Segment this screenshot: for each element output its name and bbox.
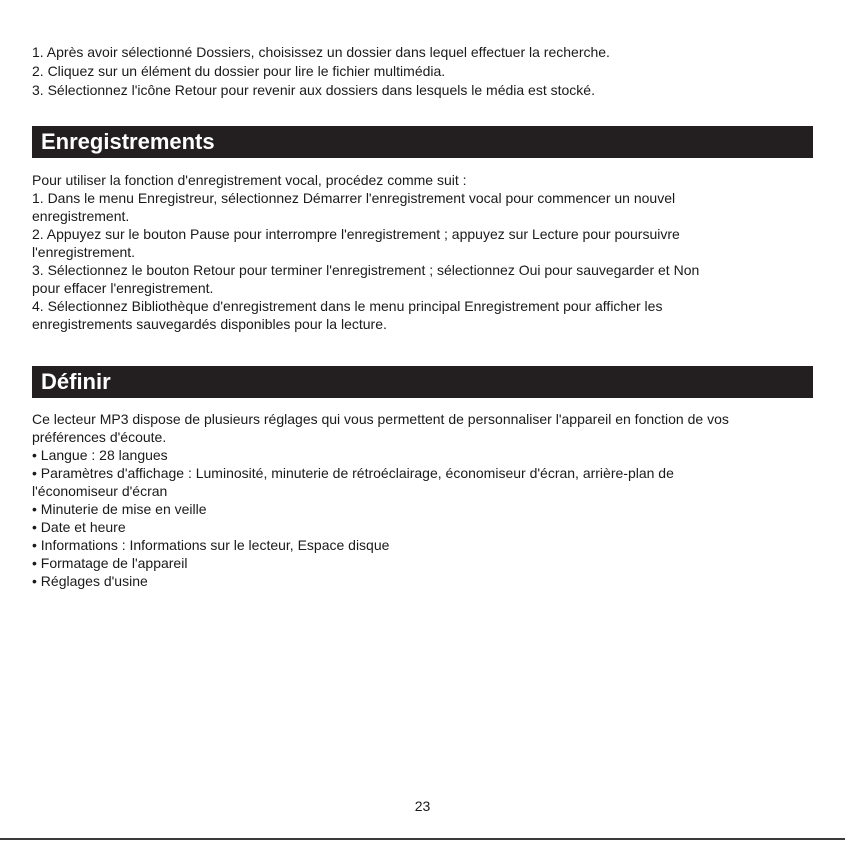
enregistrements-line-8: 4. Sélectionnez Bibliothèque d'enregistrement dans le menu principal Enregistrement pour afficher les xyxy=(32,298,663,314)
intro-line-1: 1. Après avoir sélectionné Dossiers, choisissez un dossier dans lequel effectuer la recherche. xyxy=(32,44,610,60)
enregistrements-line-4: 2. Appuyez sur le bouton Pause pour interrompre l'enregistrement ; appuyez sur Lecture pour poursuivre xyxy=(32,226,680,242)
intro-line-2: 2. Cliquez sur un élément du dossier pour lire le fichier multimédia. xyxy=(32,63,446,79)
section-title-definir: Définir xyxy=(41,369,111,394)
enregistrements-line-6: 3. Sélectionnez le bouton Retour pour terminer l'enregistrement ; sélectionnez Oui pour sauvegarder et Non xyxy=(32,262,700,278)
enregistrements-line-5: l'enregistrement. xyxy=(32,244,136,260)
definir-line-8: • Informations : Informations sur le lecteur, Espace disque xyxy=(32,537,390,553)
definir-line-9: • Formatage de l'appareil xyxy=(32,555,188,571)
definir-line-1: Ce lecteur MP3 dispose de plusieurs réglages qui vous permettent de personnaliser l'appareil en fonction de vos xyxy=(32,411,729,427)
enregistrements-line-3: enregistrement. xyxy=(32,208,130,224)
bottom-rule xyxy=(0,838,845,840)
enregistrements-line-7: pour effacer l'enregistrement. xyxy=(32,280,214,296)
definir-line-3: • Langue : 28 langues xyxy=(32,447,168,463)
page-number: 23 xyxy=(414,798,431,814)
section-header-definir xyxy=(32,366,813,398)
section-title-enregistrements: Enregistrements xyxy=(41,129,215,154)
section-header-enregistrements xyxy=(32,126,813,158)
enregistrements-line-9: enregistrements sauvegardés disponibles pour la lecture. xyxy=(32,316,387,332)
definir-line-7: • Date et heure xyxy=(32,519,126,535)
definir-line-2: préférences d'écoute. xyxy=(32,429,167,445)
enregistrements-line-1: Pour utiliser la fonction d'enregistrement vocal, procédez comme suit : xyxy=(32,172,467,188)
definir-line-4: • Paramètres d'affichage : Luminosité, minuterie de rétroéclairage, économiseur d'écran, arrière-plan de xyxy=(32,465,674,481)
definir-line-6: • Minuterie de mise en veille xyxy=(32,501,207,517)
definir-line-10: • Réglages d'usine xyxy=(32,573,148,589)
enregistrements-line-2: 1. Dans le menu Enregistreur, sélectionnez Démarrer l'enregistrement vocal pour commencer un nouvel xyxy=(32,190,676,206)
definir-line-5: l'économiseur d'écran xyxy=(32,483,168,499)
intro-line-3: 3. Sélectionnez l'icône Retour pour revenir aux dossiers dans lesquels le média est stocké. xyxy=(32,82,595,98)
